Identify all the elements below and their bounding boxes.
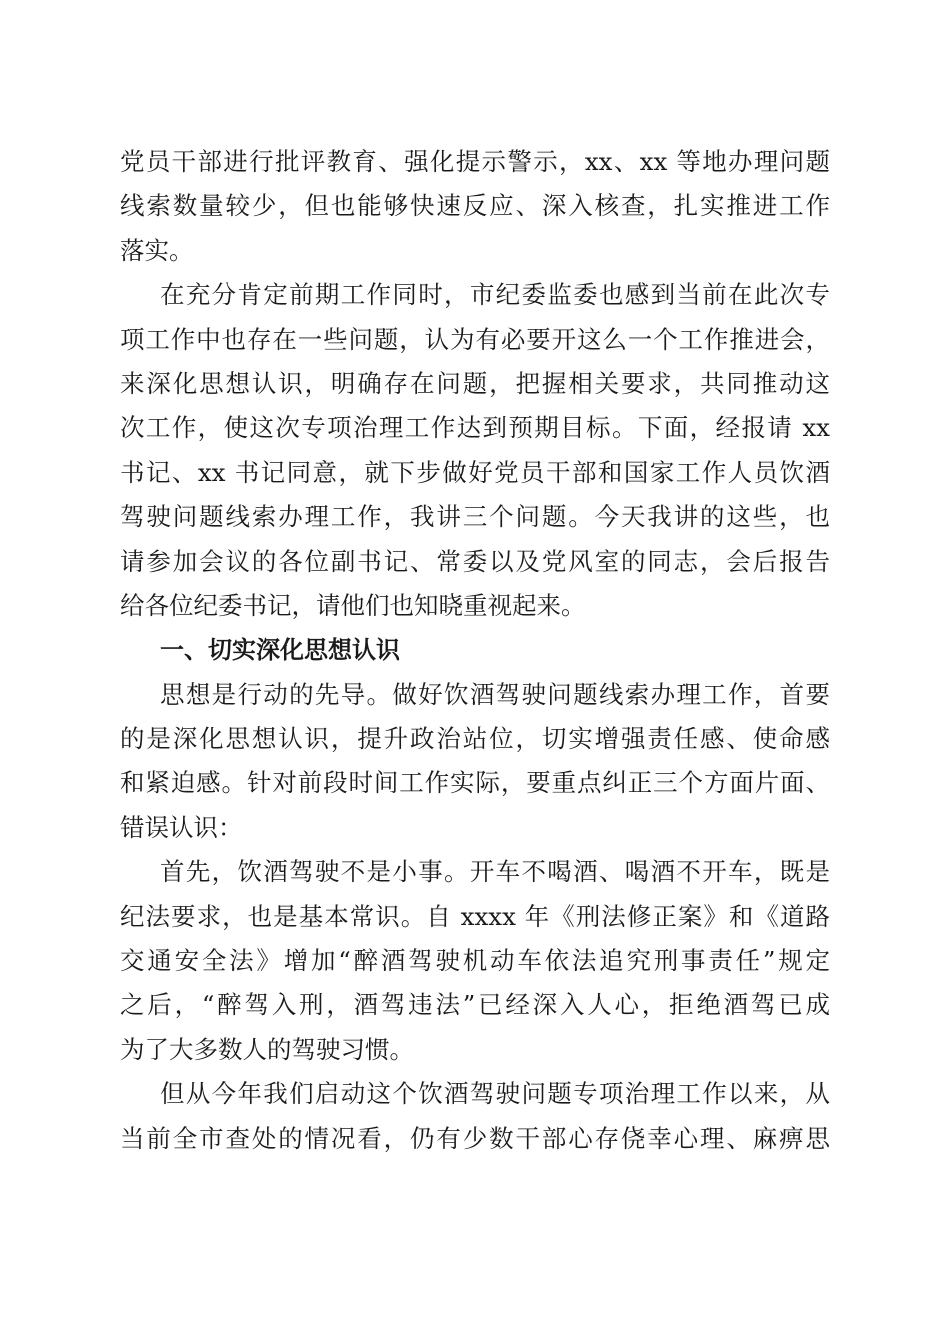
- paragraph-line: 思想是行动的先导。做好饮酒驾驶问题线索办理工作，首要: [160, 679, 830, 709]
- paragraph-line: 在充分肯定前期工作同时，市纪委监委也感到当前在此次专: [160, 280, 830, 310]
- paragraph-line: 但从今年我们启动这个饮酒驾驶问题专项治理工作以来，从: [160, 1079, 830, 1109]
- paragraph-line: 首先，饮酒驾驶不是小事。开车不喝酒、喝酒不开车，既是: [160, 857, 830, 887]
- paragraph-line: 和紧迫感。针对前段时间工作实际，要重点纠正三个方面片面、: [120, 768, 830, 798]
- paragraph-line: 请参加会议的各位副书记、常委以及党风室的同志，会后报告: [120, 546, 830, 576]
- paragraph-line: 次工作，使这次专项治理工作达到预期目标。下面，经报请 xx: [120, 413, 830, 443]
- paragraph-line: 的是深化思想认识，提升政治站位，切实增强责任感、使命感: [120, 724, 830, 754]
- paragraph-line: 为了大多数人的驾驶习惯。: [120, 1034, 414, 1064]
- paragraph-line: 项工作中也存在一些问题，认为有必要开这么一个工作推进会，: [120, 324, 830, 354]
- paragraph-line: 驾驶问题线索办理工作，我讲三个问题。今天我讲的这些，也: [120, 502, 830, 532]
- paragraph-line: 当前全市查处的情况看，仍有少数干部心存侥幸心理、麻痹思: [120, 1123, 830, 1153]
- paragraph-line: 之后，“醉驾入刑，酒驾违法”已经深入人心，拒绝酒驾已成: [120, 990, 830, 1020]
- document-body: [120, 140, 830, 1161]
- paragraph-line: 交通安全法》增加“醉酒驾驶机动车依法追究刑事责任”规定: [120, 946, 830, 976]
- paragraph-line: 落实。: [120, 235, 194, 265]
- section-heading: 一、切实深化思想认识: [160, 636, 400, 665]
- paragraph-line: 给各位纪委书记，请他们也知晓重视起来。: [120, 590, 586, 620]
- paragraph-line: 线索数量较少，但也能够快速反应、深入核查，扎实推进工作: [120, 191, 830, 221]
- paragraph-line: 来深化思想认识，明确存在问题，把握相关要求，共同推动这: [120, 368, 830, 398]
- paragraph-line: 纪法要求，也是基本常识。自 xxxx 年《刑法修正案》和《道路: [120, 901, 830, 931]
- paragraph-line: 党员干部进行批评教育、强化提示警示，xx、xx 等地办理问题: [120, 147, 830, 176]
- paragraph-line: 错误认识：: [120, 812, 243, 842]
- paragraph-line: 书记、xx 书记同意，就下步做好党员干部和国家工作人员饮酒: [120, 457, 830, 487]
